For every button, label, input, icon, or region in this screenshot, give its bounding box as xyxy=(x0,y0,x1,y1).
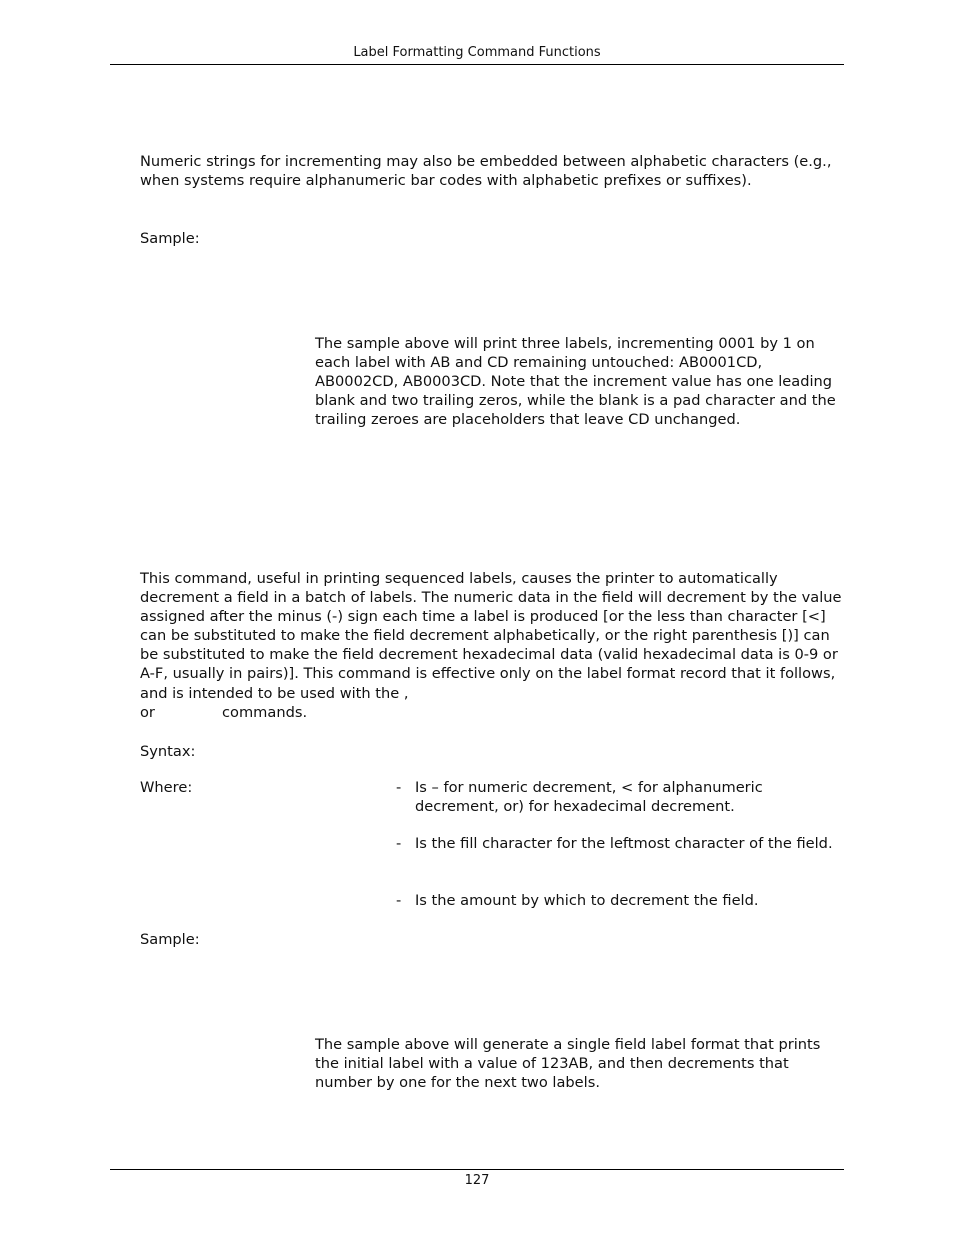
where-item-text: Is the amount by which to decrement the field. xyxy=(415,892,759,909)
increment-intro-paragraph: Numeric strings for incrementing may also be embedded between alphabetic characters (e.g., when systems require alphanumeric bar codes with alphabetic prefixes or suffixes). xyxy=(140,153,832,190)
header-rule xyxy=(110,64,844,65)
running-header: Label Formatting Command Functions xyxy=(353,45,601,60)
syntax-label: Syntax: xyxy=(140,743,196,760)
decrement-description-paragraph: This command, useful in printing sequenced labels, causes the printer to automatically decrement a field in a batch of labels. The numeric data in the field will decrement by the value assigned after the minus (-) sign each time a label is produced [or the less than character [<] can be substituted to make the field decrement alphabetically, or the right parenthesis [)] can be substituted to make the field decrement hexadecimal data (valid hexadecimal data is 0-9 or A-F, usually in pairs)]. This command is effective only on the label format record that it follows, and is intended to be used with the , xyxy=(140,570,842,702)
where-item-fill-character xyxy=(396,834,836,853)
where-label: Where: xyxy=(140,779,193,796)
where-item-decrement-type xyxy=(396,778,836,816)
increment-sample-label: Sample: xyxy=(140,230,200,247)
page-number: 127 xyxy=(464,1173,490,1188)
where-item-dash: - xyxy=(396,892,402,909)
where-item-amount xyxy=(396,891,836,910)
where-item-text: Is – for numeric decrement, < for alphanumeric decrement, or) for hexadecimal decrement. xyxy=(415,779,763,816)
decrement-description-or: or xyxy=(140,704,155,721)
where-item-dash: - xyxy=(396,779,402,796)
footer-rule xyxy=(110,1169,844,1170)
where-item-text: Is the fill character for the leftmost character of the field. xyxy=(415,835,833,852)
where-item-dash: - xyxy=(396,835,402,852)
decrement-description-commands: commands. xyxy=(222,704,308,721)
increment-sample-note: The sample above will print three labels, incrementing 0001 by 1 on each label with AB and CD remaining untouched: AB0001CD, AB0002CD, AB0003CD. Note that the increment value has one leading blank and two trailing zeros, while the blank is a pad character and the trailing zeroes are placeholders that leave CD unchanged. xyxy=(315,335,836,429)
decrement-sample-label: Sample: xyxy=(140,931,200,948)
decrement-sample-note: The sample above will generate a single field label format that prints the initial label with a value of 123AB, and then decrements that number by one for the next two labels. xyxy=(315,1036,821,1092)
